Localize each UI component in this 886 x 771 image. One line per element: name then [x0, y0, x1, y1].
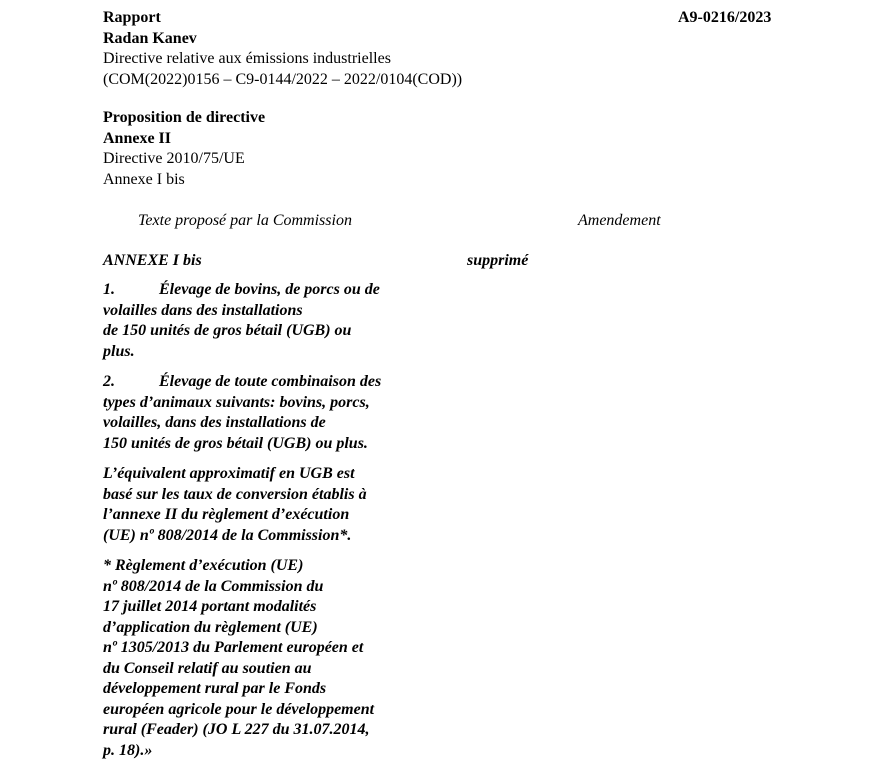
amendment-heading: Amendement: [578, 212, 661, 229]
footnote-line: européen agricole pour le développement: [103, 700, 375, 718]
proposal-section: [103, 108, 265, 190]
footnote-line: * Règlement d’exécution (UE): [103, 557, 304, 574]
footnote-line: d’application du règlement (UE): [103, 618, 318, 636]
annex-title: ANNEXE I bis: [103, 252, 202, 269]
footnote-line: nº 808/2014 de la Commission du: [103, 577, 324, 595]
rapporteur-name: Radan Kanev: [103, 29, 197, 47]
item-1-number: 1.: [103, 281, 115, 298]
footnote-line: développement rural par le Fonds: [103, 680, 327, 697]
item-1-line: volailles dans des installations: [103, 301, 303, 319]
item-2-line: volailles, dans des installations de: [103, 414, 326, 431]
proposal-label: Proposition de directive: [103, 109, 266, 126]
report-title: Directive relative aux émissions industrielles: [103, 50, 391, 67]
equivalence-line: basé sur les taux de conversion établis à: [103, 485, 367, 503]
equivalence-line: (UE) nº 808/2014 de la Commission*.: [103, 526, 352, 544]
item-2-line: Élevage de toute combinaison des: [159, 373, 382, 390]
report-header: [103, 8, 462, 90]
item-1-line: de 150 unités de gros bétail (UGB) ou: [103, 322, 352, 339]
report-reference: A9-0216/2023: [678, 9, 772, 26]
item-1: [103, 280, 380, 362]
annex-reference: Annexe I bis: [103, 170, 185, 188]
item-2-number: 2.: [103, 373, 115, 390]
equivalence-paragraph: [103, 464, 367, 546]
equivalence-line: L’équivalent approximatif en UGB est: [103, 465, 355, 482]
equivalence-line: l’annexe II du règlement d’exécution: [103, 506, 350, 523]
report-label: Rapport: [103, 9, 161, 26]
item-2-line: 150 unités de gros bétail (UGB) ou plus.: [103, 434, 368, 452]
procedure-reference: (COM(2022)0156 – C9-0144/2022 – 2022/0104(COD)): [103, 70, 463, 88]
item-2: [103, 372, 381, 454]
item-1-line: plus.: [103, 342, 135, 360]
footnote-line: p. 18).»: [103, 741, 153, 759]
footnote-paragraph: [103, 556, 374, 761]
footnote-line: du Conseil relatif au soutien au: [103, 659, 312, 677]
item-2-line: types d’animaux suivants: bovins, porcs,: [103, 393, 370, 411]
footnote-line: 17 juillet 2014 portant modalités: [103, 598, 317, 615]
directive-reference: Directive 2010/75/UE: [103, 150, 245, 167]
item-1-line: Élevage de bovins, de porcs ou de: [159, 281, 380, 298]
deleted-label: supprimé: [467, 252, 529, 269]
footnote-line: rural (Feader) (JO L 227 du 31.07.2014,: [103, 721, 370, 738]
commission-text-heading: Texte proposé par la Commission: [138, 212, 352, 229]
footnote-line: nº 1305/2013 du Parlement européen et: [103, 639, 364, 656]
annex-label: Annexe II: [103, 129, 172, 147]
